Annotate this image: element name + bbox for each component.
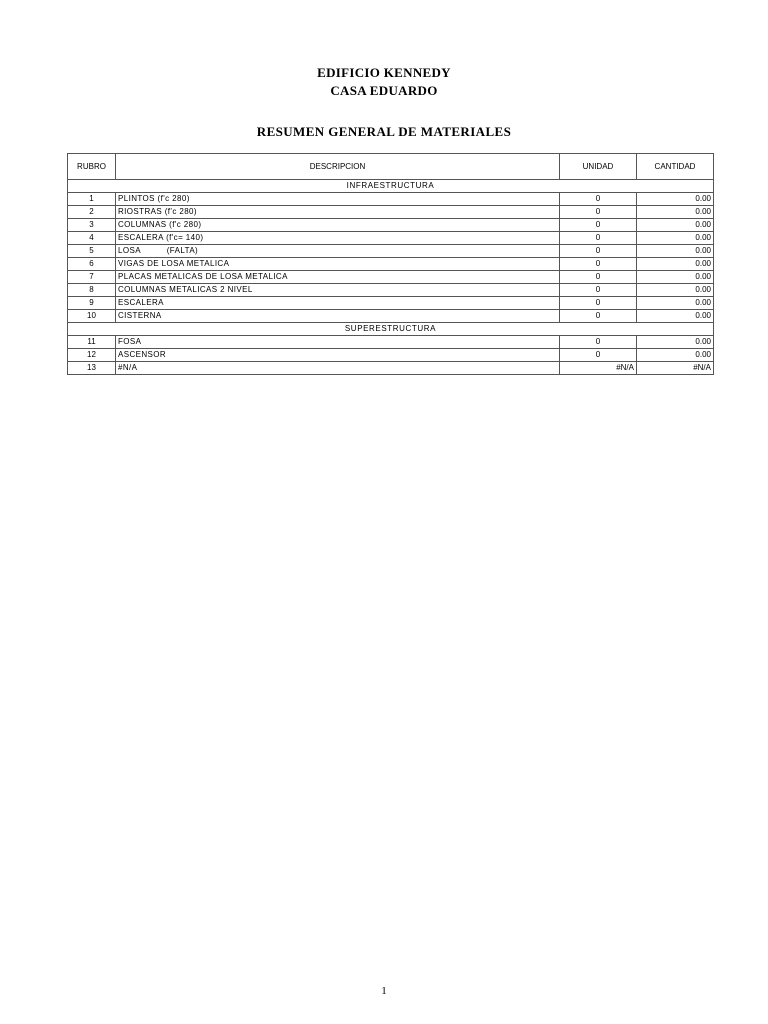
column-header-cantidad: CANTIDAD bbox=[637, 154, 714, 180]
rubro-cell: 1 bbox=[68, 193, 116, 206]
rubro-cell: 4 bbox=[68, 232, 116, 245]
rubro-cell: 3 bbox=[68, 219, 116, 232]
section-row-superestructura bbox=[68, 323, 714, 336]
descripcion-cell: COLUMNAS METALICAS 2 NIVEL bbox=[116, 284, 560, 297]
section-label: SUPERESTRUCTURA bbox=[68, 323, 714, 336]
unidad-cell: 0 bbox=[560, 232, 637, 245]
cantidad-cell: 0.00 bbox=[637, 271, 714, 284]
descripcion-cell: COLUMNAS (f'c 280) bbox=[116, 219, 560, 232]
column-header-unidad: UNIDAD bbox=[560, 154, 637, 180]
page-number: 1 bbox=[381, 985, 387, 997]
descripcion-cell: FOSA bbox=[116, 336, 560, 349]
rubro-cell: 5 bbox=[68, 245, 116, 258]
table-row bbox=[68, 297, 714, 310]
unidad-cell: 0 bbox=[560, 336, 637, 349]
cantidad-cell: 0.00 bbox=[637, 193, 714, 206]
document-title-line-1: EDIFICIO KENNEDY bbox=[317, 65, 451, 80]
column-header-descripcion: DESCRIPCION bbox=[116, 154, 560, 180]
rubro-cell: 11 bbox=[68, 336, 116, 349]
rubro-cell: 10 bbox=[68, 310, 116, 323]
unidad-cell: #N/A bbox=[560, 362, 637, 375]
unidad-cell: 0 bbox=[560, 349, 637, 362]
rubro-cell: 8 bbox=[68, 284, 116, 297]
descripcion-cell: LOSA (FALTA) bbox=[116, 245, 560, 258]
rubro-cell: 13 bbox=[68, 362, 116, 375]
descripcion-cell: CISTERNA bbox=[116, 310, 560, 323]
descripcion-cell: PLINTOS (f'c 280) bbox=[116, 193, 560, 206]
materials-table bbox=[67, 153, 714, 375]
unidad-cell: 0 bbox=[560, 193, 637, 206]
table-row bbox=[68, 271, 714, 284]
descripcion-cell: ESCALERA (f'c= 140) bbox=[116, 232, 560, 245]
descripcion-cell: PLACAS METALICAS DE LOSA METALICA bbox=[116, 271, 560, 284]
cantidad-cell: 0.00 bbox=[637, 232, 714, 245]
document-title-line-2: CASA EDUARDO bbox=[330, 83, 438, 98]
rubro-cell: 2 bbox=[68, 206, 116, 219]
cantidad-cell: 0.00 bbox=[637, 206, 714, 219]
table-row bbox=[68, 362, 714, 375]
section-label: INFRAESTRUCTURA bbox=[68, 180, 714, 193]
column-header-rubro: RUBRO bbox=[68, 154, 116, 180]
rubro-cell: 6 bbox=[68, 258, 116, 271]
table-row bbox=[68, 245, 714, 258]
unidad-cell: 0 bbox=[560, 245, 637, 258]
table-row bbox=[68, 206, 714, 219]
document-subtitle: RESUMEN GENERAL DE MATERIALES bbox=[256, 124, 512, 139]
descripcion-cell: ESCALERA bbox=[116, 297, 560, 310]
unidad-cell: 0 bbox=[560, 284, 637, 297]
table-row bbox=[68, 310, 714, 323]
unidad-cell: 0 bbox=[560, 219, 637, 232]
cantidad-cell: #N/A bbox=[637, 362, 714, 375]
descripcion-cell: ASCENSOR bbox=[116, 349, 560, 362]
table-row bbox=[68, 336, 714, 349]
table-row bbox=[68, 258, 714, 271]
unidad-cell: 0 bbox=[560, 310, 637, 323]
cantidad-cell: 0.00 bbox=[637, 258, 714, 271]
cantidad-cell: 0.00 bbox=[637, 349, 714, 362]
cantidad-cell: 0.00 bbox=[637, 310, 714, 323]
rubro-cell: 9 bbox=[68, 297, 116, 310]
table-header-row bbox=[68, 154, 714, 180]
table-row bbox=[68, 232, 714, 245]
rubro-cell: 12 bbox=[68, 349, 116, 362]
table-row bbox=[68, 284, 714, 297]
descripcion-cell: VIGAS DE LOSA METALICA bbox=[116, 258, 560, 271]
cantidad-cell: 0.00 bbox=[637, 336, 714, 349]
cantidad-cell: 0.00 bbox=[637, 297, 714, 310]
cantidad-cell: 0.00 bbox=[637, 284, 714, 297]
unidad-cell: 0 bbox=[560, 271, 637, 284]
cantidad-cell: 0.00 bbox=[637, 245, 714, 258]
unidad-cell: 0 bbox=[560, 206, 637, 219]
section-row-infraestructura bbox=[68, 180, 714, 193]
table-row bbox=[68, 219, 714, 232]
descripcion-cell: RIOSTRAS (f'c 280) bbox=[116, 206, 560, 219]
unidad-cell: 0 bbox=[560, 258, 637, 271]
descripcion-cell: #N/A bbox=[116, 362, 560, 375]
cantidad-cell: 0.00 bbox=[637, 219, 714, 232]
table-row bbox=[68, 193, 714, 206]
table-row bbox=[68, 349, 714, 362]
rubro-cell: 7 bbox=[68, 271, 116, 284]
unidad-cell: 0 bbox=[560, 297, 637, 310]
